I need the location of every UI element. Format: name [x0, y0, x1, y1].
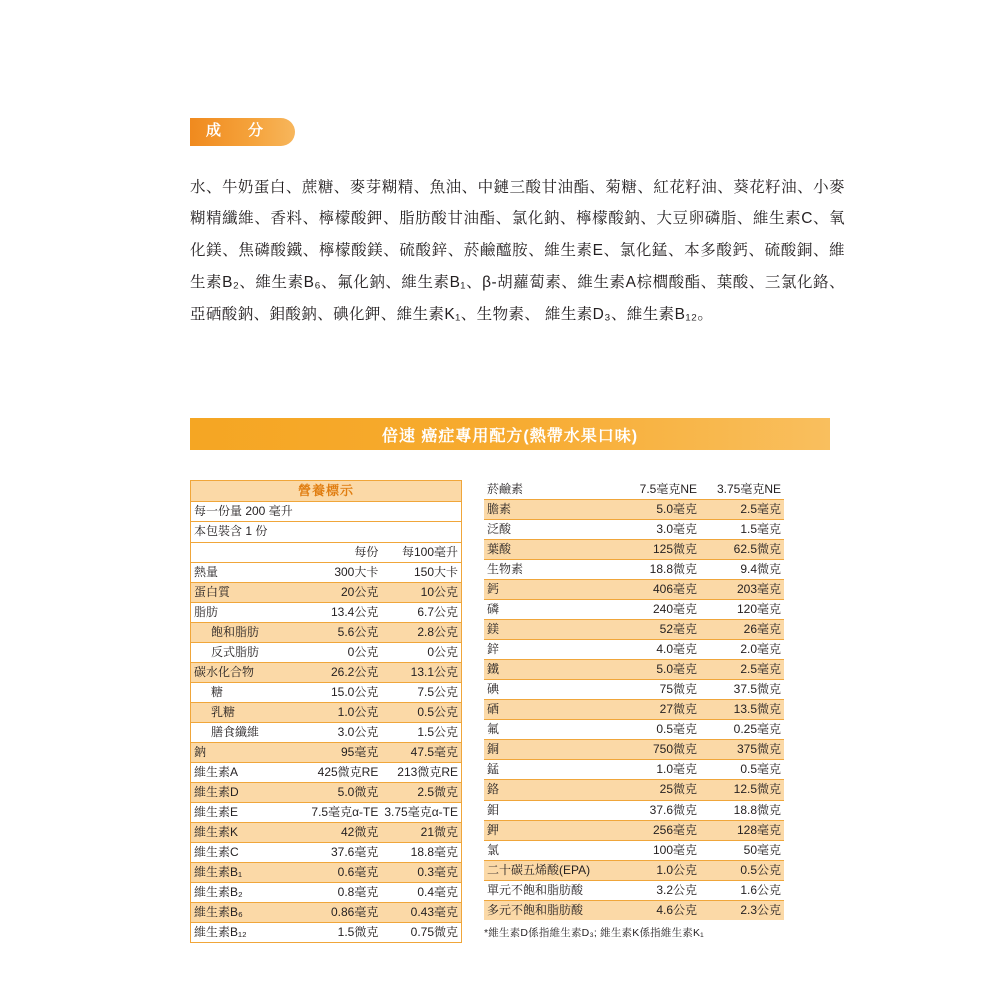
nutrient-label: 生物素: [484, 560, 604, 580]
nutrient-per-100ml: 2.5微克: [381, 782, 461, 802]
nutrient-per-100ml: 6.7公克: [381, 602, 461, 622]
nutrient-per-serving: 13.4公克: [304, 602, 382, 622]
table-row: [191, 642, 462, 662]
table-row: [191, 481, 462, 502]
nutrient-label: 維生素C: [191, 842, 304, 862]
table-row: [484, 820, 784, 840]
product-banner: 倍速 癌症專用配方(熱帶水果口味): [190, 418, 830, 450]
nutrient-per-serving: 5.0毫克: [604, 500, 700, 520]
table-row: [191, 762, 462, 782]
nutrient-label: 氯: [484, 840, 604, 860]
table-row: [191, 702, 462, 722]
nutrient-per-100ml: 18.8毫克: [381, 842, 461, 862]
table-row: [484, 480, 784, 500]
nutrient-per-serving: 3.2公克: [604, 880, 700, 900]
table-row: [484, 900, 784, 920]
nutrient-per-100ml: 37.5微克: [700, 680, 784, 700]
nutrient-per-serving: 7.5毫克NE: [604, 480, 700, 500]
nutrient-label: 鈣: [484, 580, 604, 600]
table-row: [191, 923, 462, 943]
nutrient-per-100ml: 0.43毫克: [381, 903, 461, 923]
table-row: [484, 720, 784, 740]
ingredients-text: 水、牛奶蛋白、蔗糖、麥芽糊精、魚油、中鏈三酸甘油酯、菊糖、紅花籽油、葵花籽油、小麥糊精纖維、香料、檸檬酸鉀、脂肪酸甘油酯、氯化鈉、檸檬酸鈉、大豆卵磷脂、維生素C、氧化鎂、焦磷酸鐵、檸檬酸鎂、硫酸鋅、菸鹼醯胺、維生素E、氯化錳、本多酸鈣、硫酸銅、維生素B₂、維生素B₆、氟化鈉、維生素B₁、β-胡蘿蔔素、維生素A棕櫚酸酯、葉酸、三氯化鉻、亞硒酸鈉、鉬酸鈉、碘化鉀、維生素K₁、生物素、 維生素D₃、維生素B₁₂。: [190, 178, 845, 323]
nutrient-per-serving: 52毫克: [604, 620, 700, 640]
nutrient-per-serving: 406毫克: [604, 580, 700, 600]
nutrient-per-100ml: 1.5公克: [381, 722, 461, 742]
nutrition-table-right: [484, 480, 784, 920]
nutrient-per-100ml: 50毫克: [700, 840, 784, 860]
nutrient-per-serving: 1.0公克: [304, 702, 382, 722]
nutrient-label: 磷: [484, 600, 604, 620]
nutrient-per-serving: 42微克: [304, 822, 382, 842]
nutrient-per-100ml: 0.5公克: [381, 702, 461, 722]
nutrient-label: 維生素A: [191, 762, 304, 782]
nutrient-per-serving: 20公克: [304, 582, 382, 602]
nutrient-per-100ml: 0公克: [381, 642, 461, 662]
nutrient-per-100ml: 0.4毫克: [381, 883, 461, 903]
nutrient-label: 鈉: [191, 742, 304, 762]
table-row: [484, 580, 784, 600]
nutrient-per-serving: 3.0公克: [304, 722, 382, 742]
table-row: [484, 700, 784, 720]
nutrient-label: 泛酸: [484, 520, 604, 540]
nutrient-per-100ml: 2.5毫克: [700, 500, 784, 520]
nutrient-per-100ml: 0.3毫克: [381, 863, 461, 883]
nutrient-per-serving: 750微克: [604, 740, 700, 760]
table-row: [191, 903, 462, 923]
nutrient-per-100ml: 3.75毫克α-TE: [381, 802, 461, 822]
table-row: [484, 660, 784, 680]
nutrient-per-100ml: 150大卡: [381, 562, 461, 582]
table-row: [484, 520, 784, 540]
table-row: [191, 842, 462, 862]
nutrient-label: 單元不飽和脂肪酸: [484, 880, 604, 900]
nutrient-label: 脂肪: [191, 602, 304, 622]
nutrient-per-100ml: 0.5公克: [700, 860, 784, 880]
nutrient-per-100ml: 13.1公克: [381, 662, 461, 682]
nutrient-per-serving: 100毫克: [604, 840, 700, 860]
table-row: [484, 860, 784, 880]
nutrition-facts-right: [484, 480, 784, 943]
table-row: [191, 802, 462, 822]
nutrient-per-serving: 5.6公克: [304, 622, 382, 642]
nutrient-label: 維生素E: [191, 802, 304, 822]
nutrient-per-serving: 15.0公克: [304, 682, 382, 702]
ingredients-section: [190, 118, 845, 330]
table-row: [191, 742, 462, 762]
nutrient-label: 鉀: [484, 820, 604, 840]
col-header-per-serving: 每份: [304, 542, 382, 562]
nutrient-label: 維生素B₆: [191, 903, 304, 923]
table-row: [191, 522, 462, 542]
nutrient-per-100ml: 213微克RE: [381, 762, 461, 782]
nutrient-per-serving: 300大卡: [304, 562, 382, 582]
nutrient-label: 鐵: [484, 660, 604, 680]
nutrient-label: 飽和脂肪: [191, 622, 304, 642]
nutrient-label: 鉬: [484, 800, 604, 820]
nutrient-per-100ml: 3.75毫克NE: [700, 480, 784, 500]
table-row: [484, 740, 784, 760]
nutrient-per-100ml: 0.75微克: [381, 923, 461, 943]
table-row: [191, 883, 462, 903]
nutrient-per-serving: 18.8微克: [604, 560, 700, 580]
nutrient-per-100ml: 375微克: [700, 740, 784, 760]
nutrient-per-100ml: 2.8公克: [381, 622, 461, 642]
nutrient-per-100ml: 18.8微克: [700, 800, 784, 820]
nutrient-label: 糖: [191, 682, 304, 702]
nutrient-per-serving: 5.0微克: [304, 782, 382, 802]
nutrient-label: 葉酸: [484, 540, 604, 560]
nutrient-label: 維生素B₁₂: [191, 923, 304, 943]
nutrient-label: 蛋白質: [191, 582, 304, 602]
table-row: [484, 680, 784, 700]
nutrient-per-100ml: 1.6公克: [700, 880, 784, 900]
table-row: [191, 542, 462, 562]
table-row: [484, 540, 784, 560]
nutrient-label: 鉻: [484, 780, 604, 800]
table-row: [484, 880, 784, 900]
nutrient-per-serving: 0.6毫克: [304, 863, 382, 883]
nutrient-label: 膽素: [484, 500, 604, 520]
nutrient-per-serving: 425微克RE: [304, 762, 382, 782]
nutrient-label: 二十碳五烯酸(EPA): [484, 860, 604, 880]
nutrient-per-serving: 27微克: [604, 700, 700, 720]
table-row: [191, 562, 462, 582]
nutrient-per-100ml: 26毫克: [700, 620, 784, 640]
nutrient-per-100ml: 2.3公克: [700, 900, 784, 920]
nutrient-per-100ml: 0.5毫克: [700, 760, 784, 780]
nutrient-label: 維生素B₂: [191, 883, 304, 903]
nutrient-per-serving: 125微克: [604, 540, 700, 560]
nutrient-label: 膳食纖維: [191, 722, 304, 742]
table-row: [191, 863, 462, 883]
nutrition-tables: [190, 480, 830, 943]
table-row: [484, 640, 784, 660]
nutrient-label: 熱量: [191, 562, 304, 582]
table-title: 營養標示: [191, 481, 462, 502]
table-row: [191, 682, 462, 702]
table-row: [484, 800, 784, 820]
table-row: [191, 722, 462, 742]
nutrient-per-serving: 0.5毫克: [604, 720, 700, 740]
table-row: [484, 760, 784, 780]
table-row: [484, 840, 784, 860]
nutrient-per-serving: 240毫克: [604, 600, 700, 620]
nutrient-label: 錳: [484, 760, 604, 780]
nutrient-label: 反式脂肪: [191, 642, 304, 662]
nutrient-per-serving: 3.0毫克: [604, 520, 700, 540]
table-row: [191, 622, 462, 642]
nutrient-per-100ml: 0.25毫克: [700, 720, 784, 740]
table-row: [484, 560, 784, 580]
nutrient-per-serving: 25微克: [604, 780, 700, 800]
nutrient-per-serving: 1.0毫克: [604, 760, 700, 780]
table-row: [191, 782, 462, 802]
table-row: [484, 620, 784, 640]
nutrient-label: 維生素K: [191, 822, 304, 842]
nutrient-per-serving: 95毫克: [304, 742, 382, 762]
serving-size: 每一份量 200 毫升: [191, 502, 462, 522]
nutrient-label: 鎂: [484, 620, 604, 640]
nutrient-label: 乳糖: [191, 702, 304, 722]
nutrient-per-serving: 0.8毫克: [304, 883, 382, 903]
nutrient-per-serving: 37.6毫克: [304, 842, 382, 862]
nutrient-per-100ml: 120毫克: [700, 600, 784, 620]
table-row: [484, 780, 784, 800]
nutrient-per-100ml: 128毫克: [700, 820, 784, 840]
nutrient-per-100ml: 12.5微克: [700, 780, 784, 800]
nutrient-per-100ml: 7.5公克: [381, 682, 461, 702]
table-row: [191, 502, 462, 522]
nutrient-per-100ml: 47.5毫克: [381, 742, 461, 762]
nutrition-facts-left: [190, 480, 462, 943]
nutrient-per-serving: 1.5微克: [304, 923, 382, 943]
nutrient-label: 銅: [484, 740, 604, 760]
nutrient-per-100ml: 9.4微克: [700, 560, 784, 580]
col-header-per-100ml: 每100毫升: [381, 542, 461, 562]
table-row: [484, 600, 784, 620]
nutrient-per-serving: 4.0毫克: [604, 640, 700, 660]
nutrient-label: 鋅: [484, 640, 604, 660]
nutrient-label: 維生素D: [191, 782, 304, 802]
nutrient-label: 碳水化合物: [191, 662, 304, 682]
nutrient-per-serving: 7.5毫克α-TE: [304, 802, 382, 822]
nutrient-per-serving: 75微克: [604, 680, 700, 700]
table-row: [191, 602, 462, 622]
nutrient-label: 硒: [484, 700, 604, 720]
table-row: [191, 822, 462, 842]
nutrient-per-serving: 26.2公克: [304, 662, 382, 682]
nutrient-label: 維生素B₁: [191, 863, 304, 883]
nutrient-per-100ml: 62.5微克: [700, 540, 784, 560]
nutrient-per-serving: 5.0毫克: [604, 660, 700, 680]
nutrient-per-100ml: 1.5毫克: [700, 520, 784, 540]
table-row: [191, 662, 462, 682]
nutrient-per-serving: 37.6微克: [604, 800, 700, 820]
nutrient-per-100ml: 203毫克: [700, 580, 784, 600]
nutrient-label: 碘: [484, 680, 604, 700]
table-row: [484, 500, 784, 520]
nutrient-per-serving: 256毫克: [604, 820, 700, 840]
table-footnote: *維生素D係指維生素D₃; 維生素K係指維生素K₁: [484, 926, 704, 939]
nutrient-per-100ml: 10公克: [381, 582, 461, 602]
section-title-tab: 成 分: [190, 118, 295, 146]
nutrient-per-100ml: 2.0毫克: [700, 640, 784, 660]
col-header-blank: [191, 542, 304, 562]
nutrient-per-100ml: 2.5毫克: [700, 660, 784, 680]
nutrient-per-100ml: 21微克: [381, 822, 461, 842]
nutrient-per-serving: 0公克: [304, 642, 382, 662]
servings-per-pack: 本包裝含 1 份: [191, 522, 462, 542]
nutrient-per-serving: 4.6公克: [604, 900, 700, 920]
nutrient-label: 氟: [484, 720, 604, 740]
nutrition-table-left: [190, 480, 462, 943]
nutrient-label: 菸鹼素: [484, 480, 604, 500]
table-row: [191, 582, 462, 602]
nutrient-per-serving: 1.0公克: [604, 860, 700, 880]
nutrient-per-100ml: 13.5微克: [700, 700, 784, 720]
nutrient-per-serving: 0.86毫克: [304, 903, 382, 923]
nutrient-label: 多元不飽和脂肪酸: [484, 900, 604, 920]
